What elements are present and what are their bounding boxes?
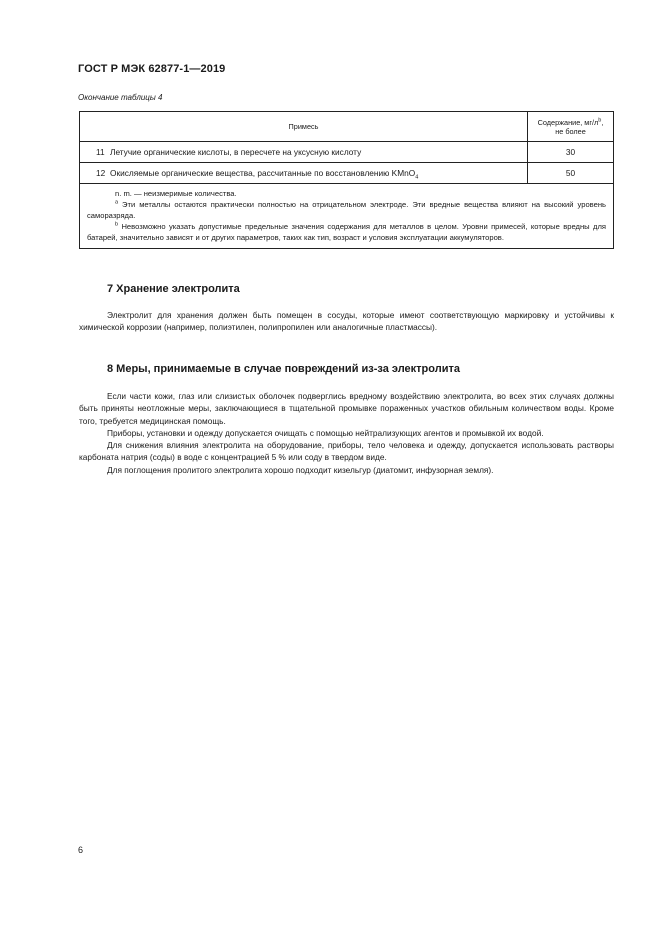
- header-content: [528, 112, 613, 141]
- row-name: Летучие органические кислоты, в пересчете на уксусную кислоту: [110, 147, 362, 157]
- table-row: [80, 142, 613, 163]
- table-notes: [80, 184, 613, 248]
- header-impurity-label: Примесь: [288, 122, 319, 131]
- section-7-paragraph: Электролит для хранения должен быть помещен в сосуды, которые имеют соответствующую маркировку и устойчивы к химической коррозии (например, полиэтилен, полипропилен или аналогичные пластмассы).: [79, 310, 614, 333]
- table-row: [80, 163, 613, 184]
- document-header: ГОСТ Р МЭК 62877-1—2019: [78, 63, 226, 75]
- header-content-label: [538, 118, 604, 136]
- section-8-paragraph-2: Приборы, установки и одежду допускается очищать с помощью нейтрализующих агентов и промывкой их водой.: [107, 427, 544, 438]
- row-name-text: Окисляемые органические вещества, рассчитанные по восстановлению KMnO: [110, 168, 416, 178]
- table-caption: Окончание таблицы 4: [78, 93, 163, 102]
- row-number: 12: [96, 168, 106, 178]
- note-b-mark: b: [115, 221, 119, 228]
- note-a-text: Эти металлы остаются практически полностью на отрицательном электроде. Эти вредные вещества влияют на высокий уровень саморазряда.: [87, 200, 606, 220]
- page-number: 6: [78, 845, 84, 855]
- row-name: [110, 168, 419, 181]
- note-b: [87, 221, 606, 243]
- section-8-title: 8 Меры, принимаемые в случае повреждений из-за электролита: [107, 363, 460, 375]
- impurities-table: [79, 111, 614, 249]
- header-impurity: [80, 112, 528, 141]
- table-header-row: [80, 112, 613, 142]
- note-a-mark: a: [115, 199, 119, 206]
- section-8-paragraph-1: Если части кожи, глаз или слизистых оболочек подверглись вредному воздействию электролита, во всех этих случаях должны быть приняты неотложные меры, заключающиеся в тщательной промывке пораженных участков обильным количеством воды. Кроме того, требуется медицинская помощь.: [79, 391, 614, 426]
- row-number: 11: [96, 147, 105, 157]
- note-a: [87, 199, 606, 221]
- section-8-paragraph-4: Для поглощения пролитого электролита хорошо подходит кизельгур (диатомит, инфузорная земля).: [107, 464, 494, 475]
- row-name-cell: [80, 163, 528, 183]
- section-8-body: [79, 390, 614, 476]
- note-b-text: Невозможно указать допустимые предельные значения содержания для металлов в целом. Уровни примесей, которые вредны для батарей, значительно зависят и от других параметров, таких как тип, возраст и условия эксплуатации аккумуляторов.: [87, 222, 606, 242]
- row-name-subscript: 4: [415, 174, 419, 181]
- row-name-cell: [80, 142, 528, 162]
- header-content-comma: ,: [601, 117, 604, 127]
- section-7-body: [79, 309, 614, 334]
- header-content-footnote-mark: b: [598, 117, 602, 124]
- note-nm: n. m. — неизмеримые количества.: [115, 189, 237, 198]
- section-8-paragraph-3: Для снижения влияния электролита на оборудование, приборы, тело человека и одежду, допускается использовать растворы карбоната натрия (соды) в воде с концентрацией 5 % или соду в твердом виде.: [79, 440, 614, 463]
- header-content-text: Содержание, мг/л: [537, 117, 599, 127]
- row-value: 30: [565, 147, 576, 157]
- section-7-title: 7 Хранение электролита: [107, 283, 240, 295]
- row-value: 50: [565, 168, 576, 178]
- header-content-line2: не более: [555, 126, 586, 136]
